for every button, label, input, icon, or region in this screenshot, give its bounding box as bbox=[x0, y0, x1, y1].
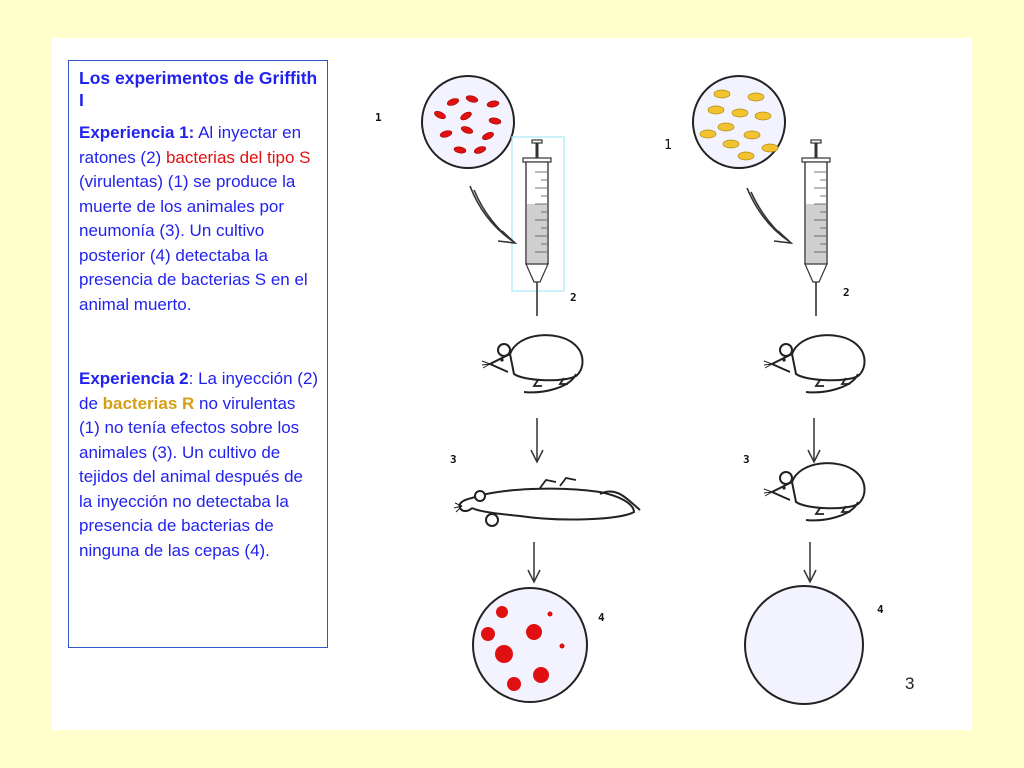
experiment-1-text-b: (virulentas) (1) se produce la muerte de los animales por neumonía (3). Un cultivo posterior (4) detectaba la presencia de bacterias S en el animal muerto. bbox=[79, 172, 308, 314]
down-arrow-icon bbox=[808, 418, 820, 462]
experiment-2-text-b: no virulentas (1) no tenía efectos sobre los animales (3). Un cultivo de tejidos del animal después de la inyección no detectaba la presencia de bacterias de ninguna de las cepas (4). bbox=[79, 393, 303, 560]
label-right-3: 3 bbox=[743, 453, 750, 466]
s-bacteria-term: bacterias del tipo S bbox=[165, 147, 311, 167]
mouse-alive-icon bbox=[764, 335, 865, 392]
label-left-2: 2 bbox=[570, 291, 577, 304]
experiment-1-label: Experiencia 1: bbox=[79, 123, 195, 142]
label-left-3: 3 bbox=[450, 453, 457, 466]
r-culture-dish bbox=[745, 586, 863, 704]
mouse-dead-icon bbox=[454, 478, 640, 526]
down-arrow-icon bbox=[531, 418, 543, 462]
label-right-1: 1 bbox=[664, 138, 672, 153]
r-bacteria-dish bbox=[693, 76, 785, 168]
s-culture-dish bbox=[473, 588, 587, 702]
slide-title: Los experimentos de Griffith I bbox=[79, 68, 318, 110]
mouse-alive-icon bbox=[764, 463, 865, 520]
label-right-2: 2 bbox=[843, 286, 850, 299]
s-bacteria-dish bbox=[422, 76, 514, 168]
label-left-1: 1 bbox=[375, 111, 382, 124]
label-right-4: 4 bbox=[877, 603, 884, 616]
experiment-2-text-a: : La inyección (2) de bbox=[79, 369, 319, 413]
experiment-1-text-a: Al inyectar en ratones (2) bbox=[79, 123, 302, 167]
down-arrow-icon bbox=[804, 542, 816, 582]
experiment-2-label: Experiencia 2 bbox=[79, 369, 189, 388]
r-bacteria-term: bacterias R bbox=[102, 393, 195, 413]
inject-arrow-icon bbox=[470, 186, 515, 243]
down-arrow-icon bbox=[528, 542, 540, 582]
mouse-alive-icon bbox=[482, 335, 583, 392]
label-left-4: 4 bbox=[598, 611, 605, 624]
page-number: 3 bbox=[905, 674, 915, 693]
inject-arrow-icon bbox=[747, 188, 791, 243]
syringe-icon bbox=[802, 140, 830, 316]
syringe-icon bbox=[523, 140, 551, 316]
